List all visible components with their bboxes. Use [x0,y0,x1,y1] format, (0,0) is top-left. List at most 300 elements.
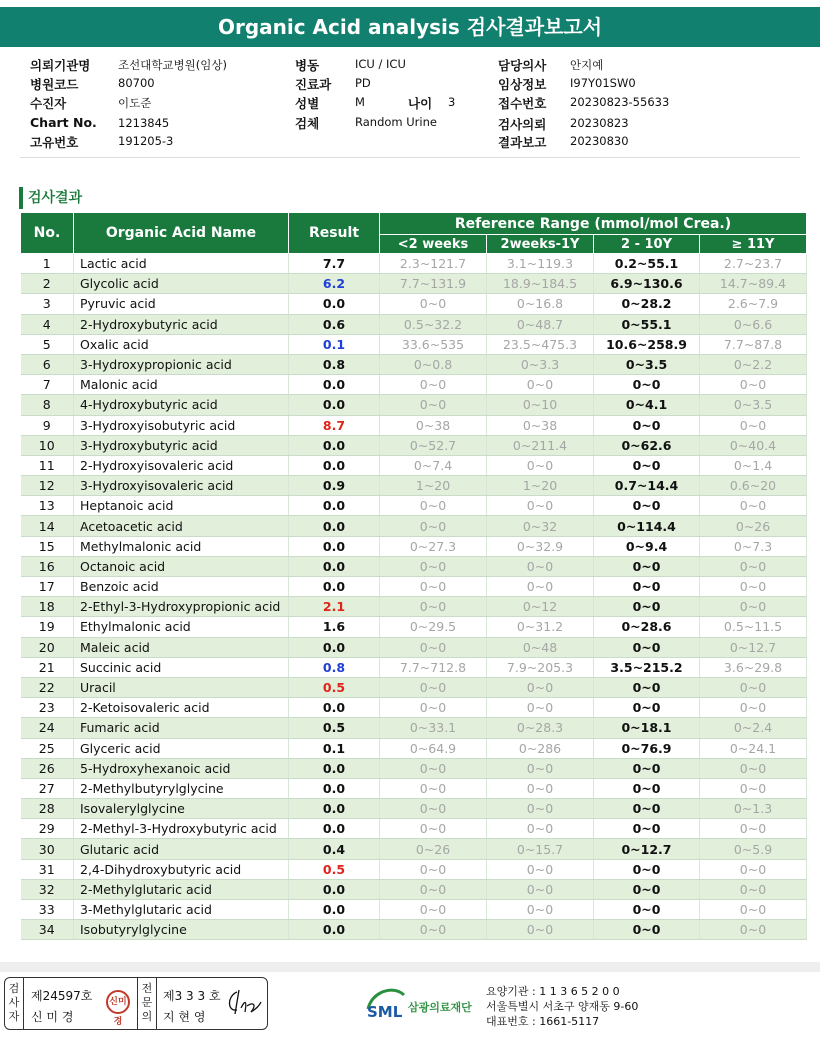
cell-ref-11y-plus: 0~24.1 [700,738,807,758]
cell-result: 0.4 [289,839,380,859]
cell-ref-2-10y: 0~12.7 [594,839,700,859]
cell-ref-2weeks-1y: 0~32.9 [487,536,594,556]
cell-ref-11y-plus: 0~2.4 [700,718,807,738]
cell-no: 7 [21,375,74,395]
table-row [21,516,807,536]
cell-ref-2-10y: 0~0 [594,819,700,839]
table-row [21,496,807,516]
cell-no: 8 [21,395,74,415]
cell-ref-11y-plus: 0~26 [700,516,807,536]
info-value: I97Y01SW0 [570,76,636,90]
cell-acid-name: 2-Methylbutyrylglycine [74,778,289,798]
cell-acid-name: Isovalerylglycine [74,799,289,819]
cell-acid-name: Octanoic acid [74,556,289,576]
cell-acid-name: 3-Hydroxypropionic acid [74,354,289,374]
cell-no: 24 [21,718,74,738]
cell-ref-11y-plus: 0~2.2 [700,354,807,374]
cell-ref-2weeks-1y: 0~0 [487,819,594,839]
cell-acid-name: Oxalic acid [74,334,289,354]
patient-info [0,56,820,152]
cell-ref-11y-plus: 2.6~7.9 [700,294,807,314]
header-range: <2 weeks [380,235,487,254]
cell-acid-name: Methylmalonic acid [74,536,289,556]
cell-ref-under-2-weeks: 0~0 [380,778,487,798]
cell-ref-2weeks-1y: 18.9~184.5 [487,274,594,294]
cell-acid-name: 3-Hydroxybutyric acid [74,435,289,455]
cell-result: 2.1 [289,597,380,617]
info-label: 임상정보 [498,77,547,92]
cell-ref-11y-plus: 0~40.4 [700,435,807,455]
header-name: Organic Acid Name [74,213,289,254]
cell-result: 0.0 [289,556,380,576]
cell-no: 9 [21,415,74,435]
table-row [21,314,807,334]
cell-ref-under-2-weeks: 0~0 [380,294,487,314]
table-row [21,354,807,374]
cell-acid-name: 2-Ethyl-3-Hydroxypropionic acid [74,597,289,617]
header-reference: Reference Range (mmol/mol Crea.) [380,213,807,235]
table-row [21,799,807,819]
cell-result: 0.0 [289,799,380,819]
table-row [21,698,807,718]
cell-ref-2-10y: 10.6~258.9 [594,334,700,354]
cell-ref-under-2-weeks: 0~0 [380,496,487,516]
cell-ref-2-10y: 0~0 [594,677,700,697]
cell-ref-under-2-weeks: 0.5~32.2 [380,314,487,334]
sml-logo-icon [364,983,406,1025]
cell-ref-11y-plus: 0~0 [700,496,807,516]
cell-result: 0.8 [289,354,380,374]
cell-acid-name: Glutaric acid [74,839,289,859]
cell-ref-2weeks-1y: 1~20 [487,476,594,496]
results-body [21,254,807,940]
cell-result: 0.0 [289,375,380,395]
cell-ref-2-10y: 0~0 [594,698,700,718]
cell-ref-under-2-weeks: 0~0.8 [380,354,487,374]
cell-result: 0.6 [289,314,380,334]
cell-ref-2-10y: 0~0 [594,900,700,920]
age-label: 나이 [408,96,433,111]
cell-ref-2-10y: 0~114.4 [594,516,700,536]
cell-acid-name: 2-Hydroxyisovaleric acid [74,455,289,475]
cell-ref-under-2-weeks: 2.3~121.7 [380,254,487,274]
info-value: 안지예 [570,58,604,72]
cell-ref-under-2-weeks: 0~0 [380,879,487,899]
cell-ref-11y-plus: 14.7~89.4 [700,274,807,294]
cell-ref-11y-plus: 0~0 [700,879,807,899]
cell-no: 18 [21,597,74,617]
info-value: PD [355,76,371,90]
examiner-license: 제24597호 [31,989,93,1003]
info-label: 고유번호 [30,135,79,150]
cell-ref-under-2-weeks: 0~0 [380,819,487,839]
cell-ref-2-10y: 0~0 [594,577,700,597]
cell-acid-name: Malonic acid [74,375,289,395]
cell-ref-2weeks-1y: 0~0 [487,758,594,778]
cell-result: 0.0 [289,536,380,556]
table-row [21,738,807,758]
cell-ref-2weeks-1y: 0~0 [487,799,594,819]
cell-result: 7.7 [289,254,380,274]
cell-result: 1.6 [289,617,380,637]
cell-ref-under-2-weeks: 7.7~131.9 [380,274,487,294]
cell-no: 33 [21,900,74,920]
cell-ref-11y-plus: 0~12.7 [700,637,807,657]
cell-ref-11y-plus: 0~6.6 [700,314,807,334]
cell-ref-11y-plus: 7.7~87.8 [700,334,807,354]
info-label: 검사의뢰 [498,117,547,132]
cell-no: 32 [21,879,74,899]
cell-ref-11y-plus: 0~0 [700,758,807,778]
info-label: 접수번호 [498,96,547,111]
cell-ref-under-2-weeks: 0~27.3 [380,536,487,556]
cell-ref-under-2-weeks: 0~0 [380,637,487,657]
info-value: 20230823 [570,116,629,130]
cell-ref-2-10y: 0~0 [594,920,700,940]
header-no: No. [21,213,74,254]
table-row [21,294,807,314]
lab-address: 서울특별시 서초구 양재동 9-60 [486,1000,639,1013]
cell-ref-2-10y: 3.5~215.2 [594,657,700,677]
cell-ref-2-10y: 0~0 [594,455,700,475]
info-label: 결과보고 [498,135,547,150]
cell-result: 0.1 [289,334,380,354]
footer-separator [0,962,820,972]
cell-ref-under-2-weeks: 0~29.5 [380,617,487,637]
cell-no: 27 [21,778,74,798]
cell-no: 19 [21,617,74,637]
lab-info [486,984,638,1029]
examiner-label: 검사자 [8,982,20,1023]
cell-ref-2-10y: 0~0 [594,778,700,798]
lab-phone: 대표번호 : 1661-5117 [486,1015,600,1028]
cell-ref-2-10y: 0~4.1 [594,395,700,415]
header-range: 2 - 10Y [594,235,700,254]
cell-ref-11y-plus: 0~1.3 [700,799,807,819]
divider [23,978,24,1029]
cell-ref-under-2-weeks: 0~52.7 [380,435,487,455]
cell-ref-2-10y: 0~0 [594,799,700,819]
cell-no: 12 [21,476,74,496]
cell-no: 10 [21,435,74,455]
cell-ref-under-2-weeks: 33.6~535 [380,334,487,354]
cell-acid-name: 3-Methylglutaric acid [74,900,289,920]
cell-ref-11y-plus: 0~7.3 [700,536,807,556]
cell-ref-11y-plus: 3.6~29.8 [700,657,807,677]
results-table [20,212,807,940]
cell-result: 0.0 [289,496,380,516]
cell-ref-2weeks-1y: 0~48.7 [487,314,594,334]
cell-ref-2weeks-1y: 0~38 [487,415,594,435]
cell-acid-name: Heptanoic acid [74,496,289,516]
table-row [21,859,807,879]
cell-result: 0.8 [289,657,380,677]
cell-ref-2weeks-1y: 0~31.2 [487,617,594,637]
cell-ref-2-10y: 0~76.9 [594,738,700,758]
cell-ref-2weeks-1y: 0~16.8 [487,294,594,314]
cell-result: 6.2 [289,274,380,294]
cell-ref-2weeks-1y: 0~0 [487,900,594,920]
cell-acid-name: Benzoic acid [74,577,289,597]
table-row [21,637,807,657]
cell-acid-name: Succinic acid [74,657,289,677]
logo-text: SML [367,1003,403,1021]
table-row [21,556,807,576]
cell-acid-name: 4-Hydroxybutyric acid [74,395,289,415]
specialist-license: 제3 3 3 호 [163,989,221,1003]
info-value: ICU / ICU [355,57,406,71]
table-row [21,597,807,617]
info-value: 조선대학교병원(임상) [118,58,227,72]
cell-ref-11y-plus: 0~0 [700,677,807,697]
cell-ref-2weeks-1y: 0~15.7 [487,839,594,859]
cell-ref-under-2-weeks: 0~0 [380,516,487,536]
cell-ref-11y-plus: 0~0 [700,597,807,617]
specialist-label: 전문의 [141,982,153,1023]
table-row [21,920,807,940]
cell-ref-11y-plus: 0~0 [700,859,807,879]
cell-result: 0.1 [289,738,380,758]
cell-acid-name: 2-Hydroxybutyric acid [74,314,289,334]
examiner-stamp: 신미경 [106,990,130,1014]
table-row [21,274,807,294]
cell-ref-11y-plus: 0~0 [700,698,807,718]
table-row [21,819,807,839]
sml-logo [364,983,479,1027]
table-row [21,375,807,395]
cell-ref-under-2-weeks: 1~20 [380,476,487,496]
cell-no: 30 [21,839,74,859]
cell-ref-2-10y: 0~0 [594,415,700,435]
cell-ref-under-2-weeks: 0~0 [380,556,487,576]
cell-ref-under-2-weeks: 0~0 [380,698,487,718]
cell-ref-2weeks-1y: 0~0 [487,556,594,576]
cell-no: 21 [21,657,74,677]
table-row [21,455,807,475]
cell-result: 0.0 [289,778,380,798]
cell-no: 22 [21,677,74,697]
cell-no: 26 [21,758,74,778]
info-label: 진료과 [295,77,332,92]
cell-ref-2weeks-1y: 3.1~119.3 [487,254,594,274]
cell-ref-2weeks-1y: 0~0 [487,375,594,395]
table-row [21,758,807,778]
cell-ref-11y-plus: 0~0 [700,819,807,839]
age-value: 3 [448,95,456,109]
cell-no: 6 [21,354,74,374]
info-value: 이도준 [118,96,152,110]
header-result: Result [289,213,380,254]
section-title: 검사결과 [19,187,82,209]
cell-ref-11y-plus: 0.5~11.5 [700,617,807,637]
cell-no: 3 [21,294,74,314]
cell-no: 23 [21,698,74,718]
table-row [21,879,807,899]
cell-acid-name: Uracil [74,677,289,697]
lab-code: 요양기관 : 1 1 3 6 5 2 0 0 [486,985,620,998]
cell-ref-2-10y: 0~0 [594,859,700,879]
table-row [21,395,807,415]
cell-ref-2-10y: 0~62.6 [594,435,700,455]
info-label: 성별 [295,96,320,111]
cell-ref-2weeks-1y: 0~0 [487,778,594,798]
cell-ref-11y-plus: 0~0 [700,577,807,597]
cell-acid-name: 3-Hydroxyisobutyric acid [74,415,289,435]
info-divider [20,157,800,158]
cell-acid-name: 2,4-Dihydroxybutyric acid [74,859,289,879]
cell-ref-11y-plus: 0~3.5 [700,395,807,415]
table-row [21,900,807,920]
table-row [21,476,807,496]
cell-no: 11 [21,455,74,475]
cell-ref-2weeks-1y: 0~0 [487,677,594,697]
info-label: Chart No. [30,115,97,130]
cell-ref-under-2-weeks: 0~0 [380,395,487,415]
table-row [21,718,807,738]
table-row [21,617,807,637]
cell-ref-2weeks-1y: 0~3.3 [487,354,594,374]
cell-ref-under-2-weeks: 0~38 [380,415,487,435]
cell-no: 25 [21,738,74,758]
cell-acid-name: Lactic acid [74,254,289,274]
cell-result: 0.0 [289,920,380,940]
cell-acid-name: Fumaric acid [74,718,289,738]
cell-acid-name: Isobutyrylglycine [74,920,289,940]
cell-ref-2-10y: 0.7~14.4 [594,476,700,496]
report-title: Organic Acid analysis 검사결과보고서 [0,7,820,47]
cell-result: 0.0 [289,879,380,899]
cell-result: 8.7 [289,415,380,435]
cell-ref-2-10y: 0~18.1 [594,718,700,738]
cell-ref-2weeks-1y: 0~0 [487,920,594,940]
info-label: 의뢰기관명 [30,58,91,73]
specialist-name: 지 현 영 [163,1010,206,1024]
signature-icon [223,986,263,1018]
cell-result: 0.0 [289,577,380,597]
cell-ref-11y-plus: 0~1.4 [700,455,807,475]
cell-ref-under-2-weeks: 0~0 [380,597,487,617]
info-label: 담당의사 [498,58,547,73]
table-row [21,334,807,354]
cell-no: 15 [21,536,74,556]
cell-no: 2 [21,274,74,294]
cell-ref-2weeks-1y: 0~0 [487,879,594,899]
info-value: M [355,95,365,109]
cell-ref-2weeks-1y: 0~211.4 [487,435,594,455]
table-row [21,415,807,435]
cell-ref-2-10y: 0~28.6 [594,617,700,637]
table-row [21,577,807,597]
cell-ref-2-10y: 0~0 [594,496,700,516]
cell-ref-under-2-weeks: 0~0 [380,920,487,940]
cell-ref-11y-plus: 0~0 [700,900,807,920]
table-row [21,778,807,798]
cell-ref-2-10y: 0~0 [594,375,700,395]
cell-ref-2-10y: 0~0 [594,597,700,617]
cell-acid-name: Glyceric acid [74,738,289,758]
cell-result: 0.0 [289,637,380,657]
cell-ref-under-2-weeks: 7.7~712.8 [380,657,487,677]
cell-ref-2weeks-1y: 0~10 [487,395,594,415]
cell-ref-11y-plus: 0~0 [700,375,807,395]
cell-ref-2-10y: 0~9.4 [594,536,700,556]
cell-ref-2weeks-1y: 0~28.3 [487,718,594,738]
cell-ref-2-10y: 0~0 [594,637,700,657]
cell-ref-2-10y: 0~0 [594,758,700,778]
cell-result: 0.0 [289,395,380,415]
cell-result: 0.0 [289,900,380,920]
header-range: 2weeks-1Y [487,235,594,254]
divider [156,978,157,1029]
cell-ref-11y-plus: 0~0 [700,920,807,940]
cell-result: 0.0 [289,758,380,778]
cell-ref-2-10y: 0~0 [594,556,700,576]
cell-result: 0.0 [289,455,380,475]
cell-ref-under-2-weeks: 0~0 [380,900,487,920]
info-value: 20230823-55633 [570,95,670,109]
cell-ref-11y-plus: 0~0 [700,778,807,798]
cell-no: 5 [21,334,74,354]
cell-ref-11y-plus: 0~5.9 [700,839,807,859]
cell-no: 31 [21,859,74,879]
cell-ref-2weeks-1y: 0~0 [487,496,594,516]
info-value: 191205-3 [118,134,174,148]
cell-ref-2weeks-1y: 0~0 [487,455,594,475]
cell-no: 17 [21,577,74,597]
cell-no: 14 [21,516,74,536]
info-value: 20230830 [570,134,629,148]
info-label: 병동 [295,58,320,73]
cell-no: 20 [21,637,74,657]
cell-no: 13 [21,496,74,516]
cell-ref-2weeks-1y: 0~12 [487,597,594,617]
cell-ref-2-10y: 6.9~130.6 [594,274,700,294]
cell-acid-name: Glycolic acid [74,274,289,294]
cell-ref-under-2-weeks: 0~7.4 [380,455,487,475]
cell-ref-2weeks-1y: 0~32 [487,516,594,536]
info-value: Random Urine [355,115,437,129]
cell-ref-2-10y: 0.2~55.1 [594,254,700,274]
cell-result: 0.5 [289,677,380,697]
table-row [21,254,807,274]
cell-no: 34 [21,920,74,940]
cell-ref-2weeks-1y: 0~0 [487,577,594,597]
cell-result: 0.0 [289,294,380,314]
cell-ref-under-2-weeks: 0~64.9 [380,738,487,758]
cell-ref-2weeks-1y: 0~286 [487,738,594,758]
cell-acid-name: 5-Hydroxyhexanoic acid [74,758,289,778]
cell-ref-2weeks-1y: 0~0 [487,859,594,879]
cell-ref-under-2-weeks: 0~0 [380,577,487,597]
table-row [21,536,807,556]
table-row [21,839,807,859]
info-value: 80700 [118,76,155,90]
cell-ref-2-10y: 0~3.5 [594,354,700,374]
cell-no: 1 [21,254,74,274]
cell-result: 0.9 [289,476,380,496]
cell-ref-11y-plus: 2.7~23.7 [700,254,807,274]
examiner-name: 신 미 경 [31,1010,74,1024]
cell-ref-under-2-weeks: 0~26 [380,839,487,859]
cell-acid-name: 3-Hydroxyisovaleric acid [74,476,289,496]
cell-ref-under-2-weeks: 0~0 [380,677,487,697]
cell-acid-name: Maleic acid [74,637,289,657]
info-value: 1213845 [118,116,170,130]
cell-result: 0.0 [289,435,380,455]
cell-ref-2weeks-1y: 23.5~475.3 [487,334,594,354]
cell-no: 28 [21,799,74,819]
cell-acid-name: Ethylmalonic acid [74,617,289,637]
